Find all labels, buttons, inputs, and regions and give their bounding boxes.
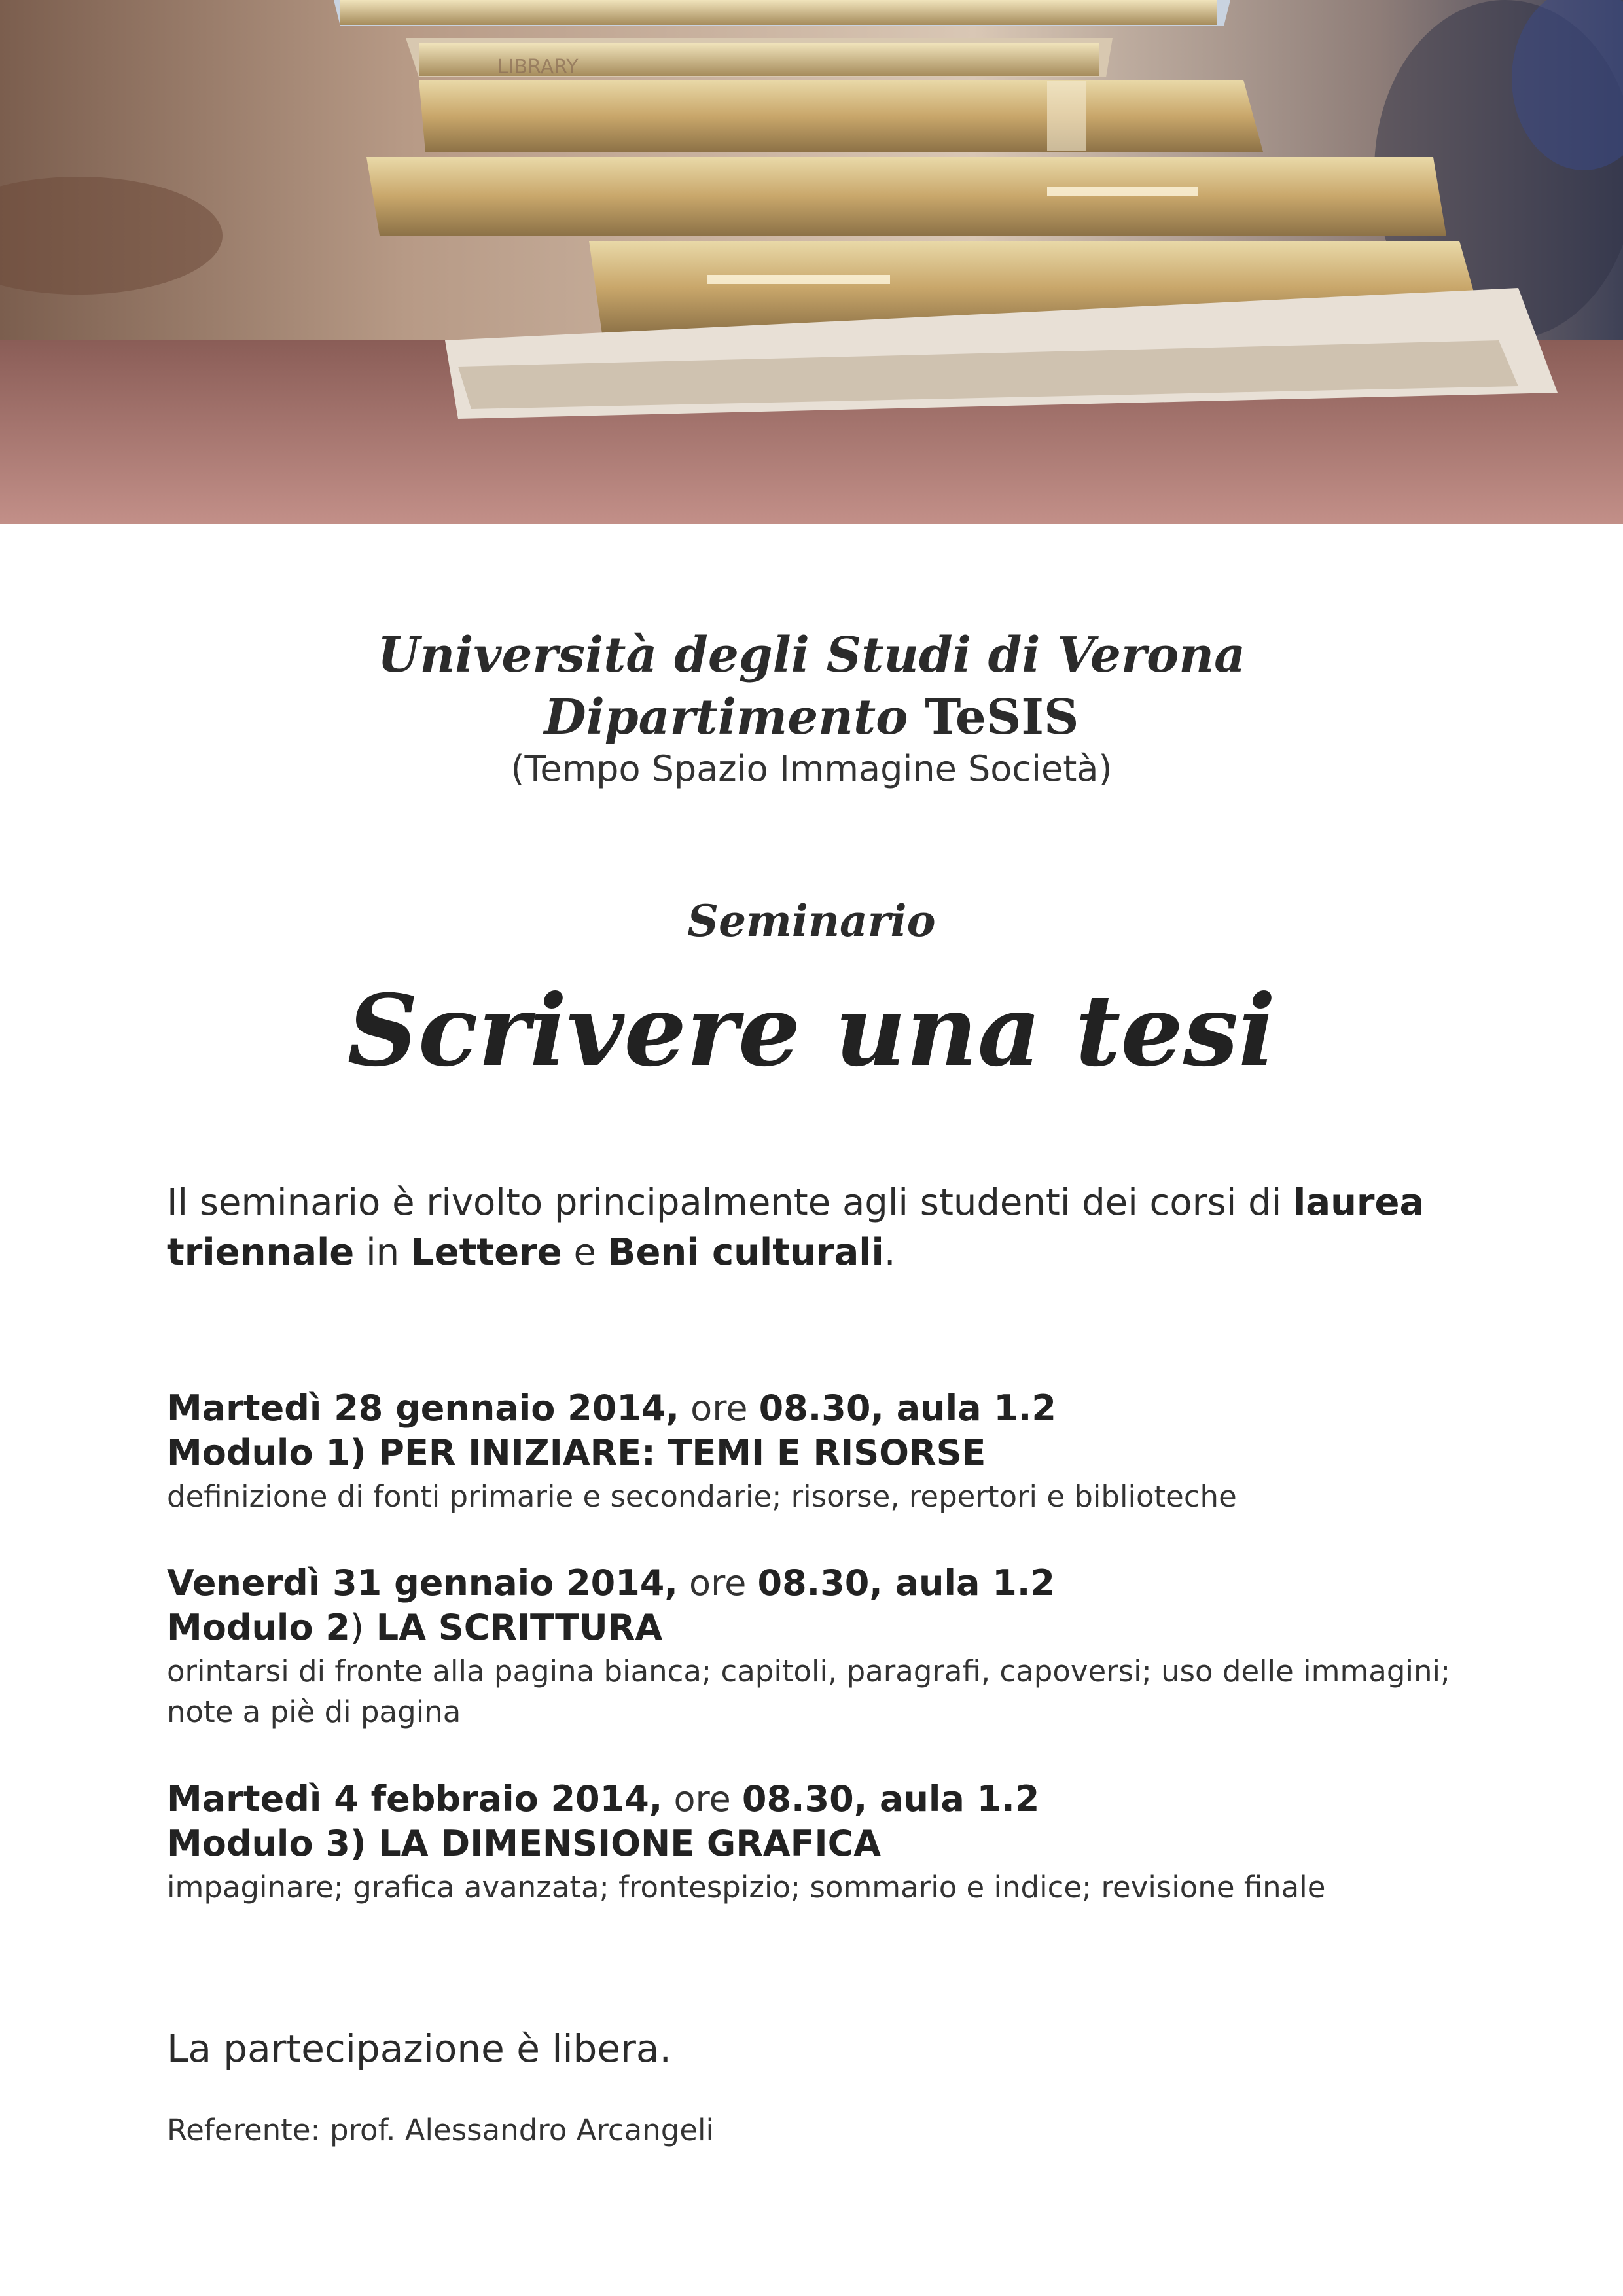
module-title: Modulo 1) PER INIZIARE: TEMI E RISORSE (167, 1432, 986, 1473)
session-description: impaginare; grafica avanzata; frontespizio; sommario e indice; revisione finale (167, 1870, 1326, 1905)
session-module (167, 1605, 1508, 1650)
intro-text-4: . (883, 1231, 896, 1274)
department-prefix: Dipartimento (544, 689, 908, 745)
intro-degree: laurea triennale (167, 1181, 1425, 1274)
session-ore: ore (679, 1388, 759, 1429)
session-time-room: 08.30, aula 1.2 (741, 1778, 1040, 1820)
session-module (167, 1821, 1508, 1866)
session-ore: ore (662, 1778, 742, 1820)
module-number: Modulo 2 (167, 1607, 350, 1648)
session-1 (167, 1386, 1508, 1517)
session-time-room: 08.30, aula 1.2 (758, 1388, 1057, 1429)
session-ore: ore (677, 1562, 758, 1604)
intro-text-2: in (354, 1231, 411, 1274)
session-3 (167, 1777, 1508, 1908)
intro-course-lettere: Lettere (410, 1231, 562, 1274)
intro-course-beni: Beni culturali (607, 1231, 884, 1274)
intro-text-1: Il seminario è rivolto principalmente agli studenti dei corsi di (167, 1181, 1294, 1224)
module-title: Modulo 3) LA DIMENSIONE GRAFICA (167, 1823, 881, 1864)
session-date (167, 1386, 1508, 1431)
university-name: Università degli Studi di Verona (377, 627, 1246, 683)
session-description: orintarsi di fronte alla pagina bianca; capitoli, paragrafi, capoversi; uso delle immagini; note a piè di pagina (167, 1654, 1451, 1729)
department-line (0, 687, 1623, 747)
session-date (167, 1561, 1508, 1605)
session-date (167, 1777, 1508, 1821)
contact-person: Referente: prof. Alessandro Arcangeli (167, 2113, 715, 2147)
session-module (167, 1431, 1508, 1475)
book-stack-icon (0, 0, 1623, 524)
seminar-title: Scrivere una tesi (347, 973, 1276, 1088)
svg-text:LIBRARY: LIBRARY (497, 56, 579, 79)
session-day: Martedì 4 febbraio 2014, (167, 1778, 663, 1820)
module-title: LA SCRITTURA (364, 1607, 663, 1648)
module-paren: ) (349, 1607, 364, 1648)
session-description: definizione di fonti primarie e secondarie; risorse, repertori e biblioteche (167, 1479, 1237, 1514)
session-day: Venerdì 31 gennaio 2014, (167, 1562, 678, 1604)
department-name: TeSIS (925, 689, 1079, 745)
department-full-name: (Tempo Spazio Immagine Società) (510, 748, 1113, 789)
intro-text-3: e (562, 1231, 608, 1274)
hero-image (0, 0, 1623, 524)
session-time-room: 08.30, aula 1.2 (757, 1562, 1055, 1604)
participation-note: La partecipazione è libera. (167, 2026, 671, 2071)
intro-paragraph (167, 1178, 1476, 1278)
session-2 (167, 1561, 1508, 1732)
seminar-label: Seminario (687, 895, 936, 946)
session-day: Martedì 28 gennaio 2014, (167, 1388, 679, 1429)
